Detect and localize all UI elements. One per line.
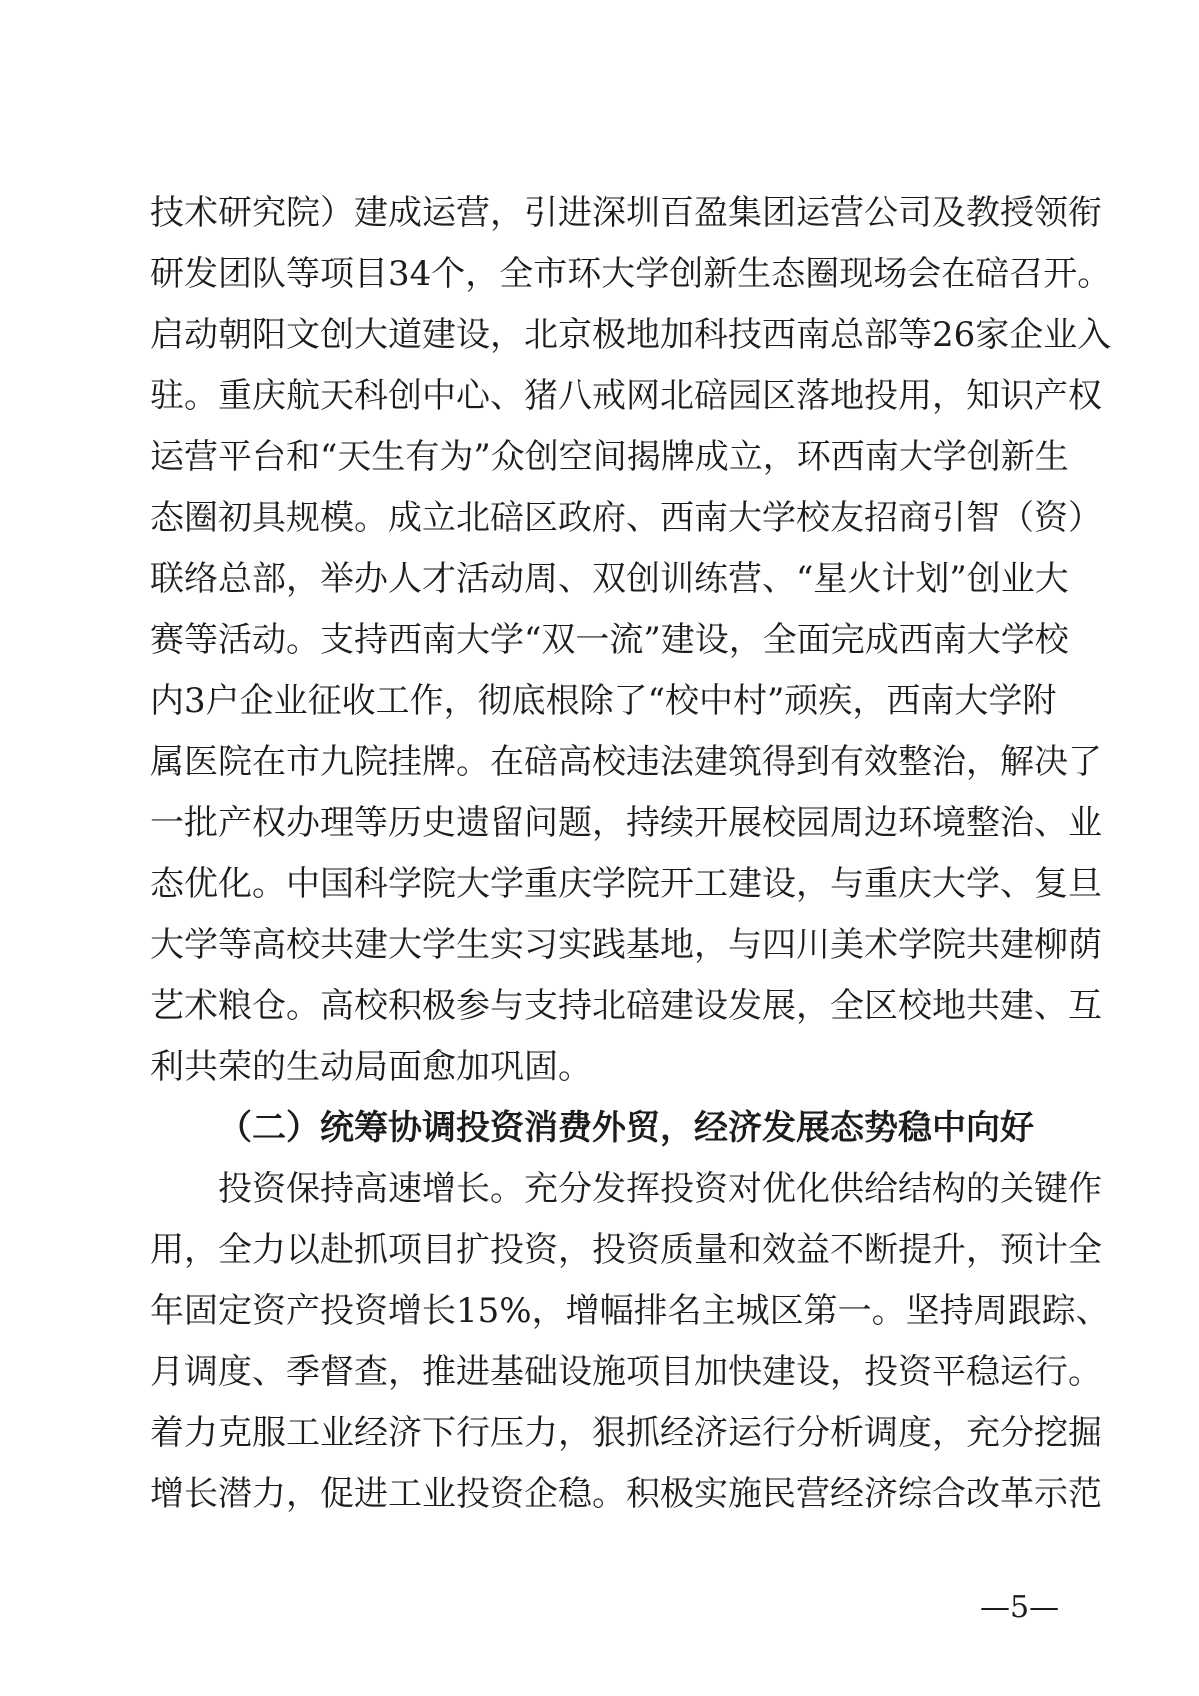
text-line: 运营平台和“天生有为”众创空间揭牌成立，环西南大学创新生 [150,437,1069,477]
page-number: —5— [980,1590,1060,1625]
text-line: 启动朝阳文创大道建设，北京极地加科技西南总部等26家企业入 [150,315,1112,355]
text-line: 属医院在市九院挂牌。在碚高校违法建筑得到有效整治，解决了 [150,742,1102,782]
text-line: 增长潜力，促进工业投资企稳。积极实施民营经济综合改革示范 [150,1474,1102,1514]
text-line: 态圈初具规模。成立北碚区政府、西南大学校友招商引智（资） [150,498,1102,538]
text-line: 艺术粮仓。高校积极参与支持北碚建设发展，全区校地共建、互 [150,986,1102,1026]
text-line: 联络总部，举办人才活动周、双创训练营、“星火计划”创业大 [150,559,1069,599]
text-line: 研发团队等项目34个，全市环大学创新生态圈现场会在碚召开。 [150,254,1112,294]
text-line: 态优化。中国科学院大学重庆学院开工建设，与重庆大学、复旦 [150,864,1102,904]
text-line: 月调度、季督查，推进基础设施项目加快建设，投资平稳运行。 [150,1352,1102,1392]
text-line: 内3户企业征收工作，彻底根除了“校中村”顽疾，西南大学附 [150,681,1057,721]
text-line: 利共荣的生动局面愈加巩固。 [150,1047,592,1087]
text-line: 年固定资产投资增长15%，增幅排名主城区第一。坚持周跟踪、 [150,1291,1110,1331]
text-line: 着力克服工业经济下行压力，狠抓经济运行分析调度，充分挖掘 [150,1413,1102,1453]
text-line: 赛等活动。支持西南大学“双一流”建设，全面完成西南大学校 [150,620,1069,660]
text-line: 驻。重庆航天科创中心、猪八戒网北碚园区落地投用，知识产权 [150,376,1102,416]
text-line: 大学等高校共建大学生实习实践基地，与四川美术学院共建柳荫 [150,925,1102,965]
section-heading: （二）统筹协调投资消费外贸，经济发展态势稳中向好 [218,1108,1034,1148]
text-line: 技术研究院）建成运营，引进深圳百盈集团运营公司及教授领衔 [150,193,1102,233]
text-line: 用，全力以赴抓项目扩投资，投资质量和效益不断提升，预计全 [150,1230,1102,1270]
text-line: 一批产权办理等历史遗留问题，持续开展校园周边环境整治、业 [150,803,1102,843]
text-line: 投资保持高速增长。充分发挥投资对优化供给结构的关键作 [218,1169,1102,1209]
